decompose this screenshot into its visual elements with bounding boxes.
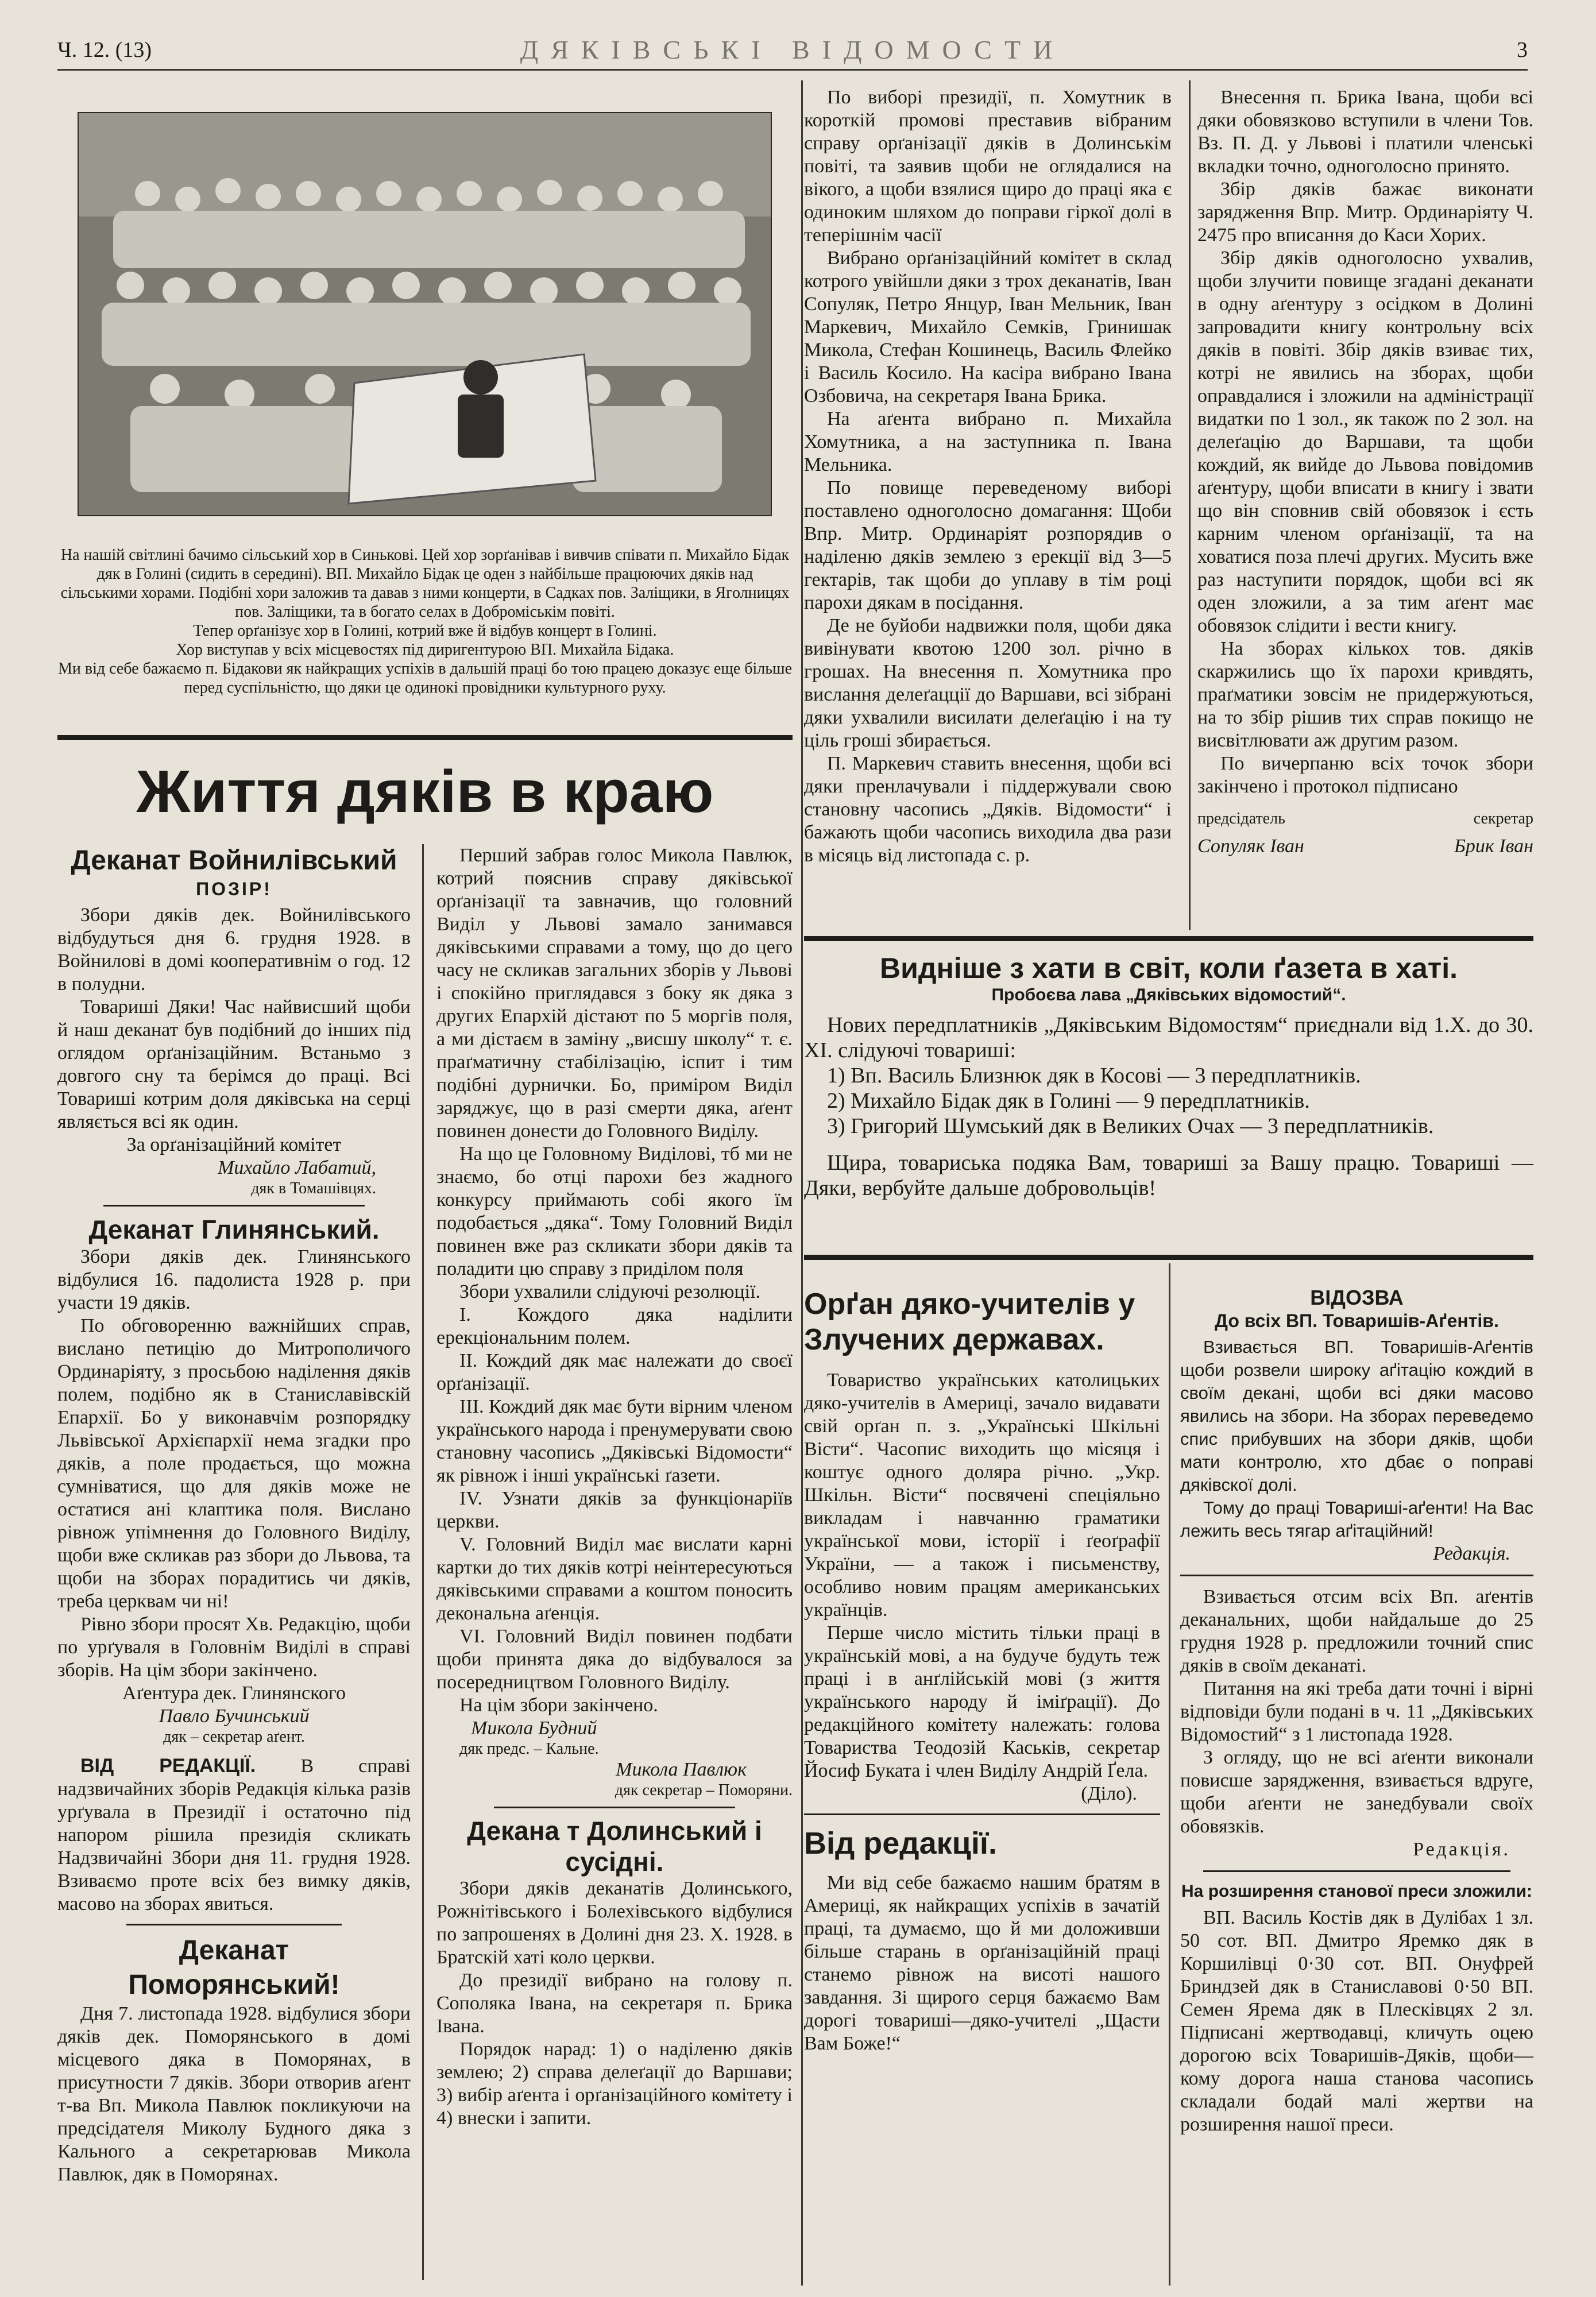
signature-labels xyxy=(1197,810,1533,828)
column-5 xyxy=(804,1286,1160,2055)
col4-p2: Збір дяків бажає виконати зарядження Впр. Митр. Ординаріяту Ч. 2475 про вписання до Каси Хорих. xyxy=(1197,179,1533,246)
voinyliv-p2: Товариші Дяки! Час найвисший щоби й наш деканат був подібний до інших під оглядом орґанізаційним. Встаньмо з довгого сну та берімся до праці. Всі Товариші котрим доля дяківська на серці являється всі як один. xyxy=(57,996,411,1132)
editorial-label: ВІД РЕДАКЦІЇ. xyxy=(80,1755,256,1777)
banner-item: 1) Вп. Василь Близнюк дяк в Косові — 3 передплатників. xyxy=(827,1064,1361,1088)
secretary-label: секретар xyxy=(1473,810,1533,827)
col4-p1: Внесення п. Брика Івана, щоби всі дяки обовязково вступили в члени Тов. Вз. П. Д. у Львові і платили членські вкладки точно, одноголосно принято. xyxy=(1197,87,1533,177)
voinyliv-signer-role: дяк в Томашівцях. xyxy=(251,1180,376,1197)
resolution: I. Кождого дяка наділити ерекціональним полем. xyxy=(436,1304,793,1348)
signature-1: Микола Будний xyxy=(471,1718,597,1739)
col2-p2: На що це Головному Виділові, тб ми не знаємо, бо отці парохи без жадного конкурсу приймають собі якого їм подобається „дяка“. Тому Головний Виділ повинен вже раз скликати збори дяків та поладити цю справу з приділом поля xyxy=(436,1143,793,1279)
main-title: Життя дяків в краю xyxy=(136,759,714,825)
col3-p2: Вибрано орґанізаційний комітет в склад котрого увійшли дяки з трох деканатів, Іван Сопуляк, Петро Янцур, Іван Мельник, Іван Маркевич, Михайло Семків, Гринишак Микола, Стефан Кошинець, Василь Флейко і Василь Косило. На касіра вибрано Івана Озбовича, на секретаря Івана Брика. xyxy=(804,248,1172,407)
appeal-p1: Взивається ВП. Товаришів-Аґентів щоби розвели широку аґітацію кождий в своїм декані, щоби всі дяки масово явились на збори. На зборах переведемо спис прибувших на збори дяків, щоби мати контролю, хто дбає о поправі дяківскої долі. xyxy=(1180,1337,1533,1495)
secretary-name: Брик Іван xyxy=(1454,836,1533,857)
column-3 xyxy=(804,86,1172,867)
pomoriany-p1: Дня 7. листопада 1928. відбулися збори дяків дек. Поморянського в домі місцевого дяка в Поморянах, в присутности 7 дяків. Збори отворив аґент т-ва Вп. Микола Павлюк покликуючи на предсідателя Миколу Будного дяка з Кального а секретарював Микола Павлюк, дяк в Поморянах. xyxy=(57,2003,411,2185)
divider xyxy=(126,1924,342,1925)
dolyna-p3: Порядок нарад: 1) о наділеню дяків землею; 2) справа делеґації до Варшави; 3) вибір аґента і орґанізаційного комітету і 4) внески і запити. xyxy=(436,2039,793,2129)
column-divider xyxy=(801,80,803,2286)
col3-p1: По виборі президії, п. Хомутник в короткій промові преставив вібраним справу орґанізації дяків в Долинськім повіті, та заявив щоби не оглядалися на вікого, а щоби взялися щиро до праці яка є одиноким шляхом до поправи гіркої долі в теперішнім часії xyxy=(804,87,1172,246)
resolution: II. Кождий дяк має належати до своєї орґанізації. xyxy=(436,1350,793,1394)
column-4 xyxy=(1197,86,1533,858)
resolution: VI. Головний Виділ повинен подбати щоби принята дяка до відбувалося за посередництвом Головного Виділу. xyxy=(436,1626,793,1693)
column-divider xyxy=(422,844,424,2280)
dolyna-p1: Збори дяків деканатів Долинського, Рожнітівського і Болехівського відбулися по запрошенях в Долині дня 23. Х. 1928. в Братскій хаті коло церкви. xyxy=(436,1878,793,1968)
divider xyxy=(57,735,793,740)
col5-p3: Ми від себе бажаємо нашим братям в Америці, як найкращих успіхів в зачатій праці, та думаємо, що й ми доложивши більше старань в орґанізаційній праці станемо рівнож на висоті нашого завдання. Зі щирого серця бажаємо Вам дорогі товариші—дяко-учителі „Щасти Вам Боже!“ xyxy=(804,1872,1160,2054)
resolution: IV. Узнати дяків за функціонаріїв церкви. xyxy=(436,1488,793,1532)
col2-p1: Перший забрав голос Микола Павлюк, котрий пояснив справу дяківської орґанізації та завначив, що головний Виділ у Львові замало занимався дяківськими справами а тому, що до цего часу не скликав загальних зборів у Львові і спокійно приглядався з боку як дяка з других Епархій дістают по 5 моргів поля, а ми дістаєм в заміну „висшу школу“ т. є. праґматичну стабілізацію, іспит і тим подібні дурнички. Бо, приміром Виділ заряджує, що в разі смерти дяка, аґент повинен донести до Головного Виділу. xyxy=(436,845,793,1142)
resolution: V. Головний Виділ має вислати карні картки до тих дяків котрі неінтересуються дяківськими справами а коштом поносить декональна аґенція. xyxy=(436,1534,793,1624)
appeal-signature: Редакція. xyxy=(1433,1543,1510,1564)
caption-line: Тепер орґанізує хор в Голині, котрий вже й відбув концерт в Голині. xyxy=(193,622,657,640)
col6-p3: З огляду, що не всі аґенти виконали повисше зарядження, взивається вдруге, щоби аґенти не занедбували своїх обовязків. xyxy=(1180,1747,1533,1837)
hlyniany-title: Деканат Глинянський. xyxy=(88,1215,380,1244)
divider xyxy=(804,1255,1533,1260)
pomoriany-title: Деканат Поморянський! xyxy=(128,1935,340,2000)
column-divider xyxy=(1189,80,1191,930)
col4-p4: На зборах кількох тов. дяків скаржились що їх парохи кривдять, праґматики зовсім не придержуються, на то збір рішив тих справ покищо не висвітлювати аж другим разом. xyxy=(1197,638,1533,751)
hlyniany-agency: Аґентура дек. Глинянского xyxy=(122,1683,346,1704)
chair-label: предсідатель xyxy=(1197,810,1285,827)
col5-source: (Діло). xyxy=(1081,1783,1137,1804)
caption-line: Ми від себе бажаємо п. Бідакови як найкращих успіхів в дальшій праці бо тою працею доказує еще більше перед суспільністю, що дяки це одинокі провідники культурного руху. xyxy=(57,660,793,697)
col4-p3: Збір дяків одноголосно ухвалив, щоби злучити повище згадані деканати в одну аґентуру з осідком в Долині запровадити книгу контрольну всіх дяків в повіті. Збір дяків взиває тих, котрі не явились на зборах, щоби оправдалися і зложили на адміністрації видатки по 1 зол., як також по 2 зол. на делеґацію до Варшави, та щоби кождий, як вийде до Львова повідомив аґентуру, щоби вписати в книгу і звати що він сповнив свій обовязок і єсть карним членом орґанізації, та на ховатися поза плечі других. Мусить вже раз наступити порядок, щоби всі як оден зложили, а за тим аґент має обовязок слідити і вести книгу. xyxy=(1197,248,1533,636)
col3-p6: П. Маркевич ставить внесення, щоби всі дяки пренлачували і піддержували свою становну часопись „Дяків. Відомости“ і бажають щоби часопись виходила два рази в місяць від листопада с. р. xyxy=(804,753,1172,866)
choir-photo xyxy=(78,112,772,516)
appeal-title: ВІДОЗВА xyxy=(1310,1286,1404,1309)
voinyliv-committee: За орґанізаційний комітет xyxy=(126,1134,342,1155)
col2-p3: Збори ухвалили слідуючі резолюції. xyxy=(459,1281,761,1302)
donations-text: ВП. Василь Костів дяк в Дулібах 1 зл. 50 сот. ВП. Дмитро Яремко дяк в Коршилівці 0·30 сот. ВП. Онуфрей Бриндзей дяк в Станиславові 0·50 ВП. Семен Ярема дяк в Плесківцях 2 зл. Підписані жертводавці, кличуть оцею дорогою всіх Товаришів-Дяків, щоби—кому дорога наша станова часопись складали бодай малі жертви на розширення нашої преси. xyxy=(1180,1907,1533,2135)
hlyniany-signer-role: дяк – секретар аґент. xyxy=(163,1728,305,1746)
voinyliv-title: Деканат Войнилівський xyxy=(71,845,397,876)
page-number: 3 xyxy=(1517,38,1528,62)
divider xyxy=(804,1813,1160,1815)
appeal-p2: Тому до праці Товариші-аґенти! На Вас лежить весь тягар аґітаційний! xyxy=(1180,1498,1533,1541)
chair-name: Сопуляк Іван xyxy=(1197,836,1304,857)
col6-p2: Питання на які треба дати точні і вірні відповіди були подані в ч. 11 „Дяківських Відомостий“ з 1 листопада 1928. xyxy=(1180,1678,1533,1745)
editorial-text: В справі надзвичайних зборів Редакція кілька разів урґувала в Президії і остаточно під напором рішила президія скликать Надзвичайні Збори дня 11. грудня 1928. Взиваємо проте всіх без вимку дяків, масово на зборах явиться. xyxy=(57,1755,411,1915)
banner-title: Видніше з хати в світ, коли ґазета в хаті. xyxy=(880,952,1458,984)
usa-organ-title: Орґан дяко-учителів у Злучених державах. xyxy=(804,1287,1135,1356)
hlyniany-signer: Павло Бучинський xyxy=(159,1706,310,1727)
signature-2-role: дяк секретар – Поморяни. xyxy=(615,1781,793,1799)
hlyniany-p2: По обговоренню важнійших справ, вислано петицію до Митрополичого Ординаріяту, з просьбою наділення дяків полем, подібно як в Станиславівскій Епархії. Бо у виконавчім розпорядку Львівської Архієпархії нема згадки про дяків, а поле продається, що можна сумніватися, що для дяків може не остатися ані клаптика поля. Вислано рівнож упімнення до Головного Виділу, щоби вже скликав раз збори до Львова, та щоби на зборах порадитись чи дяків, треба церквам чи ні! xyxy=(57,1315,411,1612)
choir-photo-illustration xyxy=(79,113,771,515)
banner-intro: Нових передплатників „Дяківським Відомостям“ приєднали від 1.Х. до 30. ХІ. слідуючі товариші: xyxy=(804,1013,1533,1062)
editorial-title: Від редакції. xyxy=(804,1826,998,1861)
banner-item: 2) Михайло Бідак дяк в Голині — 9 передплатників. xyxy=(827,1089,1310,1113)
divider xyxy=(103,1205,365,1206)
photo-caption xyxy=(57,546,793,697)
divider xyxy=(494,1807,735,1808)
col4-p5: По вичерпаню всіх точок збори закінчено і протокол підписано xyxy=(1197,753,1533,797)
hlyniany-p1: Збори дяків дек. Глинянського відбулися 16. падолиста 1928 р. при участи 19 дяків. xyxy=(57,1246,411,1313)
col3-p5: Де не буйоби надвижки поля, щоби дяка вивінувати квотою 1200 зол. річно в грошах. На внесення п. Хомутника про вислання делеґацції до Варшави, всі зібрані дяки ухвалили висилати делеґацію і на ту ціль гроші збирається. xyxy=(804,615,1172,751)
divider xyxy=(804,936,1533,941)
voinyliv-p1: Збори дяків дек. Войнилівського відбудуться дня 6. грудня 1928. в Войнилові в домі кооперативнім о год. 12 в полудни. xyxy=(57,904,411,995)
issue-number: Ч. 12. (13) xyxy=(57,38,152,62)
col5-p2: Перше число містить тільки праці в українській мові, а на будуче будуть теж праці і в анґлійській мові (з життя українського народу й іміґрації). До редакційного комітету належать: голова Товариства Теодозій Каськів, секретар Йосиф Буката і член Виділу Андрій Ґела. xyxy=(804,1622,1160,1781)
page-header xyxy=(57,34,1528,71)
col6-p1: Взивається отсим всіх Вп. аґентів деканальних, щоби найдальше до 25 грудня 1928 р. предложили точний спис дяків в своїм деканаті. xyxy=(1180,1586,1533,1676)
donations-title: На розширення становoї преси зложили: xyxy=(1181,1882,1532,1901)
col3-p4: По повище переведеному виборі поставлено одноголосно домагання: Щоби Впр. Митр. Ординаріят розпорядив о наділеню дяків землею з ерекції від 3—5 гектарів, так щоби до уплаву в тім році парохи дякам в посідання. xyxy=(804,477,1172,613)
appeal-subtitle: До всіх ВП. Товаришів-Аґентів. xyxy=(1215,1310,1499,1331)
column-1 xyxy=(57,844,411,2186)
banner-subtitle: Пробоєва лава „Дяківських відомостий“. xyxy=(991,985,1346,1004)
subscribers-banner xyxy=(804,950,1533,1201)
column-divider xyxy=(1169,1263,1170,2286)
col2-close: На цім збори закінчено. xyxy=(459,1695,658,1716)
caption-line: Хор виступав у всіх місцевостях під диригентурою ВП. Михайла Бідака. xyxy=(176,641,674,659)
banner-item: 3) Григорий Шумський дяк в Великих Очах — 3 передплатників. xyxy=(827,1114,1434,1138)
column-6 xyxy=(1180,1286,1533,2136)
hlyniany-p3: Рівно збори просят Хв. Редакцію, щоби по урґуваля в Головнім Виділі в справі зборів. На цім збори закінчено. xyxy=(57,1614,411,1681)
signature-1-role: дяк предс. – Кальне. xyxy=(459,1740,599,1758)
col3-p3: На аґента вибрано п. Михайла Хомутника, а на заступника п. Івана Мельника. xyxy=(804,408,1172,475)
column-2 xyxy=(436,844,793,2130)
masthead: ДЯКІВСЬКІ ВІДОМОСТИ xyxy=(520,35,1065,64)
divider xyxy=(1180,1575,1533,1576)
signature-names xyxy=(1197,835,1533,858)
voinyliv-subtitle: ПОЗІР! xyxy=(196,879,272,899)
caption-line: На нашій світлині бачимо сільський хор в Синькові. Цей хор зорґанівав і вивчив співати п. Михайло Бідак дяк в Голині (сидить в середині). ВП. Михайло Бідак це оден з найбільше працюючих дяків над сільськими хорами. Подібні хори заложив та давав з ними концерти, в Садках пов. Заліщики, в Яголницях пов. Заліщики, та в богато селах в Доброміськім повіті. xyxy=(60,546,790,621)
voinyliv-signer: Михайло Лабатий, xyxy=(218,1157,376,1178)
dolyna-title: Декана т Долинський і сусідні. xyxy=(467,1816,762,1877)
resolution: III. Кождий дяк має бути вірним членом українського народа і пренумерувати свою становну часопись „Дяківські Відомости“ як рівнож і інші українські ґазети. xyxy=(436,1396,793,1486)
divider xyxy=(1203,1870,1510,1872)
signature-2: Микола Павлюк xyxy=(616,1759,747,1780)
col5-p1: Товариство українських католицьких дяко-учителів в Америці, зачало видавати свій орґан п. з. „Українські Шкільні Вісти“. Часопис виходить що місяця і коштує одного долярa річно. „Укр. Шкільн. Вісти“ посвячені спеціяльно викладам і навчанню граматики української мови, історії і ґеоґрафії України, — а також і письменству, особливо новим працям американських українців. xyxy=(804,1370,1160,1621)
banner-thanks: Щира, товариська подяка Вам, товариші за Вашу працю. Товариші — Дяки, вербуйте дальше добровольців! xyxy=(804,1151,1533,1200)
dolyna-p2: До президії вибрано на голову п. Сополяка Івана, на секретаря п. Брика Івана. xyxy=(436,1970,793,2037)
col6-signature: Редакція. xyxy=(1413,1839,1510,1860)
